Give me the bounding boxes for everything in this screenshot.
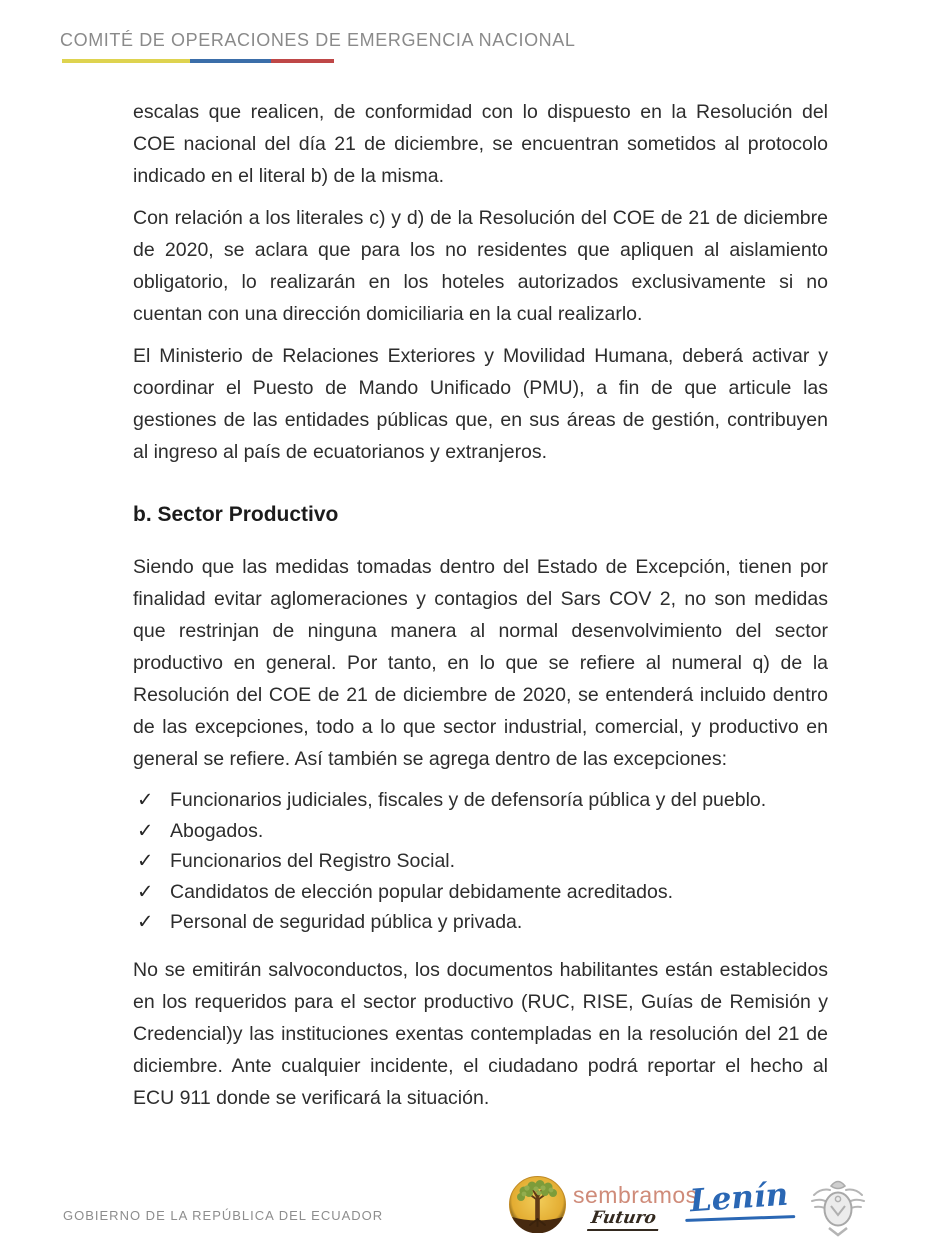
paragraph: Siendo que las medidas tomadas dentro del Estado de Excepción, tienen por finalidad evitar aglomeraciones y contagios del Sars COV 2, no son medidas que restrinjan de ninguna manera al normal desenvolvimiento del sector productivo en general. Por tanto, en lo que se refiere al numeral q) de la Resolución del COE de 21 de diciembre de 2020, se entenderá incluido dentro de las excepciones, todo a lo que sector industrial, comercial, y productivo en general se refiere. Así también se agrega dentro de las excepciones: [133,556,828,770]
page-footer [0,1165,946,1248]
checkmark-icon: ✓ [137,880,154,903]
checklist-item-text: Personal de seguridad pública y privada. [170,911,523,933]
flag-yellow-segment [62,59,190,63]
checklist-item [133,785,828,816]
checklist-item-text: Funcionarios judiciales, fiscales y de defensoría pública y del pueblo. [170,789,767,811]
checkmark-icon: ✓ [137,789,154,811]
checklist-item [133,816,828,847]
checkmark-icon: ✓ [137,819,154,842]
page-header [60,30,576,63]
checklist-item [133,877,828,908]
sembramos-logo-text [573,1183,698,1231]
flag-blue-segment [190,59,272,63]
sembramos-futuro-logo [509,1176,698,1238]
checkmark-icon: ✓ [137,850,154,872]
section-heading: b. Sector Productivo [133,503,339,526]
paragraph: escalas que realicen, de conformidad con lo dispuesto en la Resolución del COE nacional del día 21 de diciembre, se encuentran sometidos al protocolo indicado en el literal b) de la misma. [133,101,828,187]
checklist-item-text: Funcionarios del Registro Social. [170,850,456,872]
checklist [133,785,828,938]
tree-icon [509,1176,566,1238]
checkmark-icon: ✓ [137,911,154,933]
flag-red-segment [271,59,334,63]
checklist-item-text: Abogados. [170,819,264,842]
futuro-wordmark: Futuro [587,1208,662,1231]
checklist-item [133,846,828,877]
paragraph: Con relación a los literales c) y d) de la Resolución del COE de 21 de diciembre de 2020, se aclara que para los no residentes que apliquen al aislamiento obligatorio, lo realizarán en los hoteles autorizados exclusivamente si no cuentan con una dirección domiciliaria en la cual realizarlo. [133,207,828,325]
checklist-item-text: Candidatos de elección popular debidamente acreditados. [170,880,674,903]
paragraph: No se emitirán salvoconductos, los documentos habilitantes están establecidos en los requeridos para el sector productivo (RUC, RISE, Guías de Remisión y Credencial)y las instituciones exentas contempladas en la resolución del 21 de diciembre. Ante cualquier incidente, el ciudadano podrá reportar el hecho al ECU 911 donde se verificará la situación. [133,958,828,1109]
header-title: COMITÉ DE OPERACIONES DE EMERGENCIA NACIONAL [60,30,576,50]
ecuador-flag-underline [62,59,334,63]
checklist-item [133,907,828,938]
lenin-signature-logo: Lenín [689,1178,790,1224]
sembramos-wordmark: sembramos [573,1182,698,1208]
ecuador-coat-of-arms-icon [806,1175,870,1244]
government-label: GOBIERNO DE LA REPÚBLICA DEL ECUADOR [63,1208,384,1223]
document-body [133,96,828,1124]
paragraph: El Ministerio de Relaciones Exteriores y Movilidad Humana, deberá activar y coordinar el Puesto de Mando Unificado (PMU), a fin de que articule las gestiones de las entidades públicas que, en sus áreas de gestión, contribuyen al ingreso al país de ecuatorianos y extranjeros. [133,345,828,463]
